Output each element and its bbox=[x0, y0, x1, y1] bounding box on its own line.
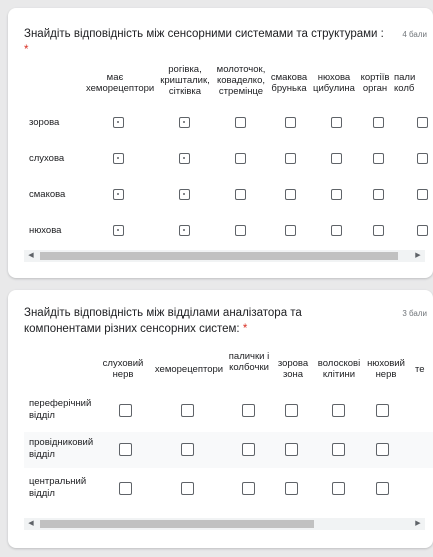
checkbox[interactable] bbox=[417, 117, 428, 128]
column-header: нюховий нерв bbox=[367, 358, 405, 380]
checkbox[interactable] bbox=[119, 482, 132, 495]
grid-row bbox=[24, 106, 433, 140]
scrollbar-thumb[interactable] bbox=[40, 520, 314, 528]
column-header: пали колб bbox=[394, 72, 416, 94]
checkbox[interactable] bbox=[331, 153, 342, 164]
checkbox[interactable] bbox=[376, 482, 389, 495]
row-label: слухова bbox=[29, 153, 65, 164]
checkbox[interactable] bbox=[242, 482, 255, 495]
checkbox[interactable] bbox=[113, 117, 124, 128]
grid-row bbox=[24, 471, 433, 507]
checkbox[interactable] bbox=[181, 404, 194, 417]
row-label: смакова bbox=[29, 189, 66, 200]
checkbox[interactable] bbox=[285, 404, 298, 417]
checkbox[interactable] bbox=[235, 153, 246, 164]
column-header: хеморецептори bbox=[154, 364, 224, 375]
row-label: переферічний відділ bbox=[29, 398, 92, 421]
checkbox[interactable] bbox=[331, 225, 342, 236]
checkbox[interactable] bbox=[242, 443, 255, 456]
checkbox[interactable] bbox=[113, 153, 124, 164]
question-card-2 bbox=[8, 290, 433, 548]
column-header: кортіїв орган bbox=[360, 72, 390, 94]
checkbox[interactable] bbox=[119, 443, 132, 456]
grid-row bbox=[24, 142, 433, 176]
checkbox[interactable] bbox=[331, 189, 342, 200]
checkbox[interactable] bbox=[417, 189, 428, 200]
checkbox[interactable] bbox=[179, 117, 190, 128]
checkbox[interactable] bbox=[332, 482, 345, 495]
checkbox[interactable] bbox=[285, 225, 296, 236]
grid-row bbox=[24, 178, 433, 212]
question-card-1 bbox=[8, 8, 433, 278]
triangle-right-icon[interactable]: ▶ bbox=[415, 520, 421, 527]
checkbox[interactable] bbox=[285, 117, 296, 128]
checkbox[interactable] bbox=[179, 189, 190, 200]
column-header: палички і колбочки bbox=[228, 351, 270, 373]
checkbox[interactable] bbox=[285, 482, 298, 495]
checkbox[interactable] bbox=[373, 225, 384, 236]
horizontal-scrollbar[interactable] bbox=[24, 250, 425, 262]
column-header: те bbox=[415, 364, 425, 375]
question-title: Знайдіть відповідність між відділами аналізатора та компонентами різних сенсорних систем: * bbox=[24, 307, 302, 335]
column-header: смакова брунька bbox=[270, 72, 308, 94]
row-label: провідниковий відділ bbox=[29, 437, 94, 460]
required-asterisk: * bbox=[242, 323, 248, 335]
row-label: центральний відділ bbox=[29, 476, 87, 499]
grid-row bbox=[24, 432, 433, 468]
checkbox[interactable] bbox=[235, 189, 246, 200]
checkbox[interactable] bbox=[417, 153, 428, 164]
checkbox-grid bbox=[24, 64, 433, 254]
scrollbar-thumb[interactable] bbox=[40, 252, 398, 260]
required-asterisk: * bbox=[24, 44, 29, 56]
checkbox[interactable] bbox=[285, 443, 298, 456]
checkbox[interactable] bbox=[113, 225, 124, 236]
checkbox[interactable] bbox=[235, 117, 246, 128]
checkbox[interactable] bbox=[285, 189, 296, 200]
horizontal-scrollbar[interactable] bbox=[24, 518, 425, 530]
checkbox[interactable] bbox=[235, 225, 246, 236]
checkbox[interactable] bbox=[331, 117, 342, 128]
checkbox[interactable] bbox=[332, 443, 345, 456]
checkbox[interactable] bbox=[179, 153, 190, 164]
triangle-right-icon[interactable]: ▶ bbox=[415, 252, 421, 259]
grid-row bbox=[24, 393, 433, 429]
column-header: зорова зона bbox=[277, 358, 309, 380]
question-title: Знайдіть відповідність між сенсорними системами та структурами : * bbox=[24, 28, 384, 56]
checkbox[interactable] bbox=[373, 189, 384, 200]
checkbox[interactable] bbox=[181, 443, 194, 456]
checkbox[interactable] bbox=[113, 189, 124, 200]
checkbox[interactable] bbox=[376, 443, 389, 456]
column-header: слуховий нерв bbox=[102, 358, 144, 380]
triangle-left-icon[interactable]: ◀ bbox=[28, 252, 34, 259]
grid-row bbox=[24, 214, 433, 248]
column-header: нюхова цибулина bbox=[313, 72, 355, 94]
points-label: 4 бали bbox=[402, 30, 427, 39]
checkbox-grid bbox=[24, 350, 433, 512]
checkbox[interactable] bbox=[179, 225, 190, 236]
row-label: зорова bbox=[29, 117, 60, 128]
checkbox[interactable] bbox=[332, 404, 345, 417]
checkbox[interactable] bbox=[417, 225, 428, 236]
checkbox[interactable] bbox=[373, 153, 384, 164]
column-header: волоскові клітини bbox=[317, 358, 361, 380]
checkbox[interactable] bbox=[181, 482, 194, 495]
checkbox[interactable] bbox=[242, 404, 255, 417]
column-header: молоточок, коваделко, стремінце bbox=[216, 64, 266, 97]
row-label: нюхова bbox=[29, 225, 62, 236]
column-header: має хеморецептори bbox=[86, 72, 155, 94]
points-label: 3 бали bbox=[402, 309, 427, 318]
column-header: рогівка, кришталик, сітківка bbox=[160, 64, 210, 97]
checkbox[interactable] bbox=[119, 404, 132, 417]
checkbox[interactable] bbox=[373, 117, 384, 128]
checkbox[interactable] bbox=[285, 153, 296, 164]
triangle-left-icon[interactable]: ◀ bbox=[28, 520, 34, 527]
checkbox[interactable] bbox=[376, 404, 389, 417]
